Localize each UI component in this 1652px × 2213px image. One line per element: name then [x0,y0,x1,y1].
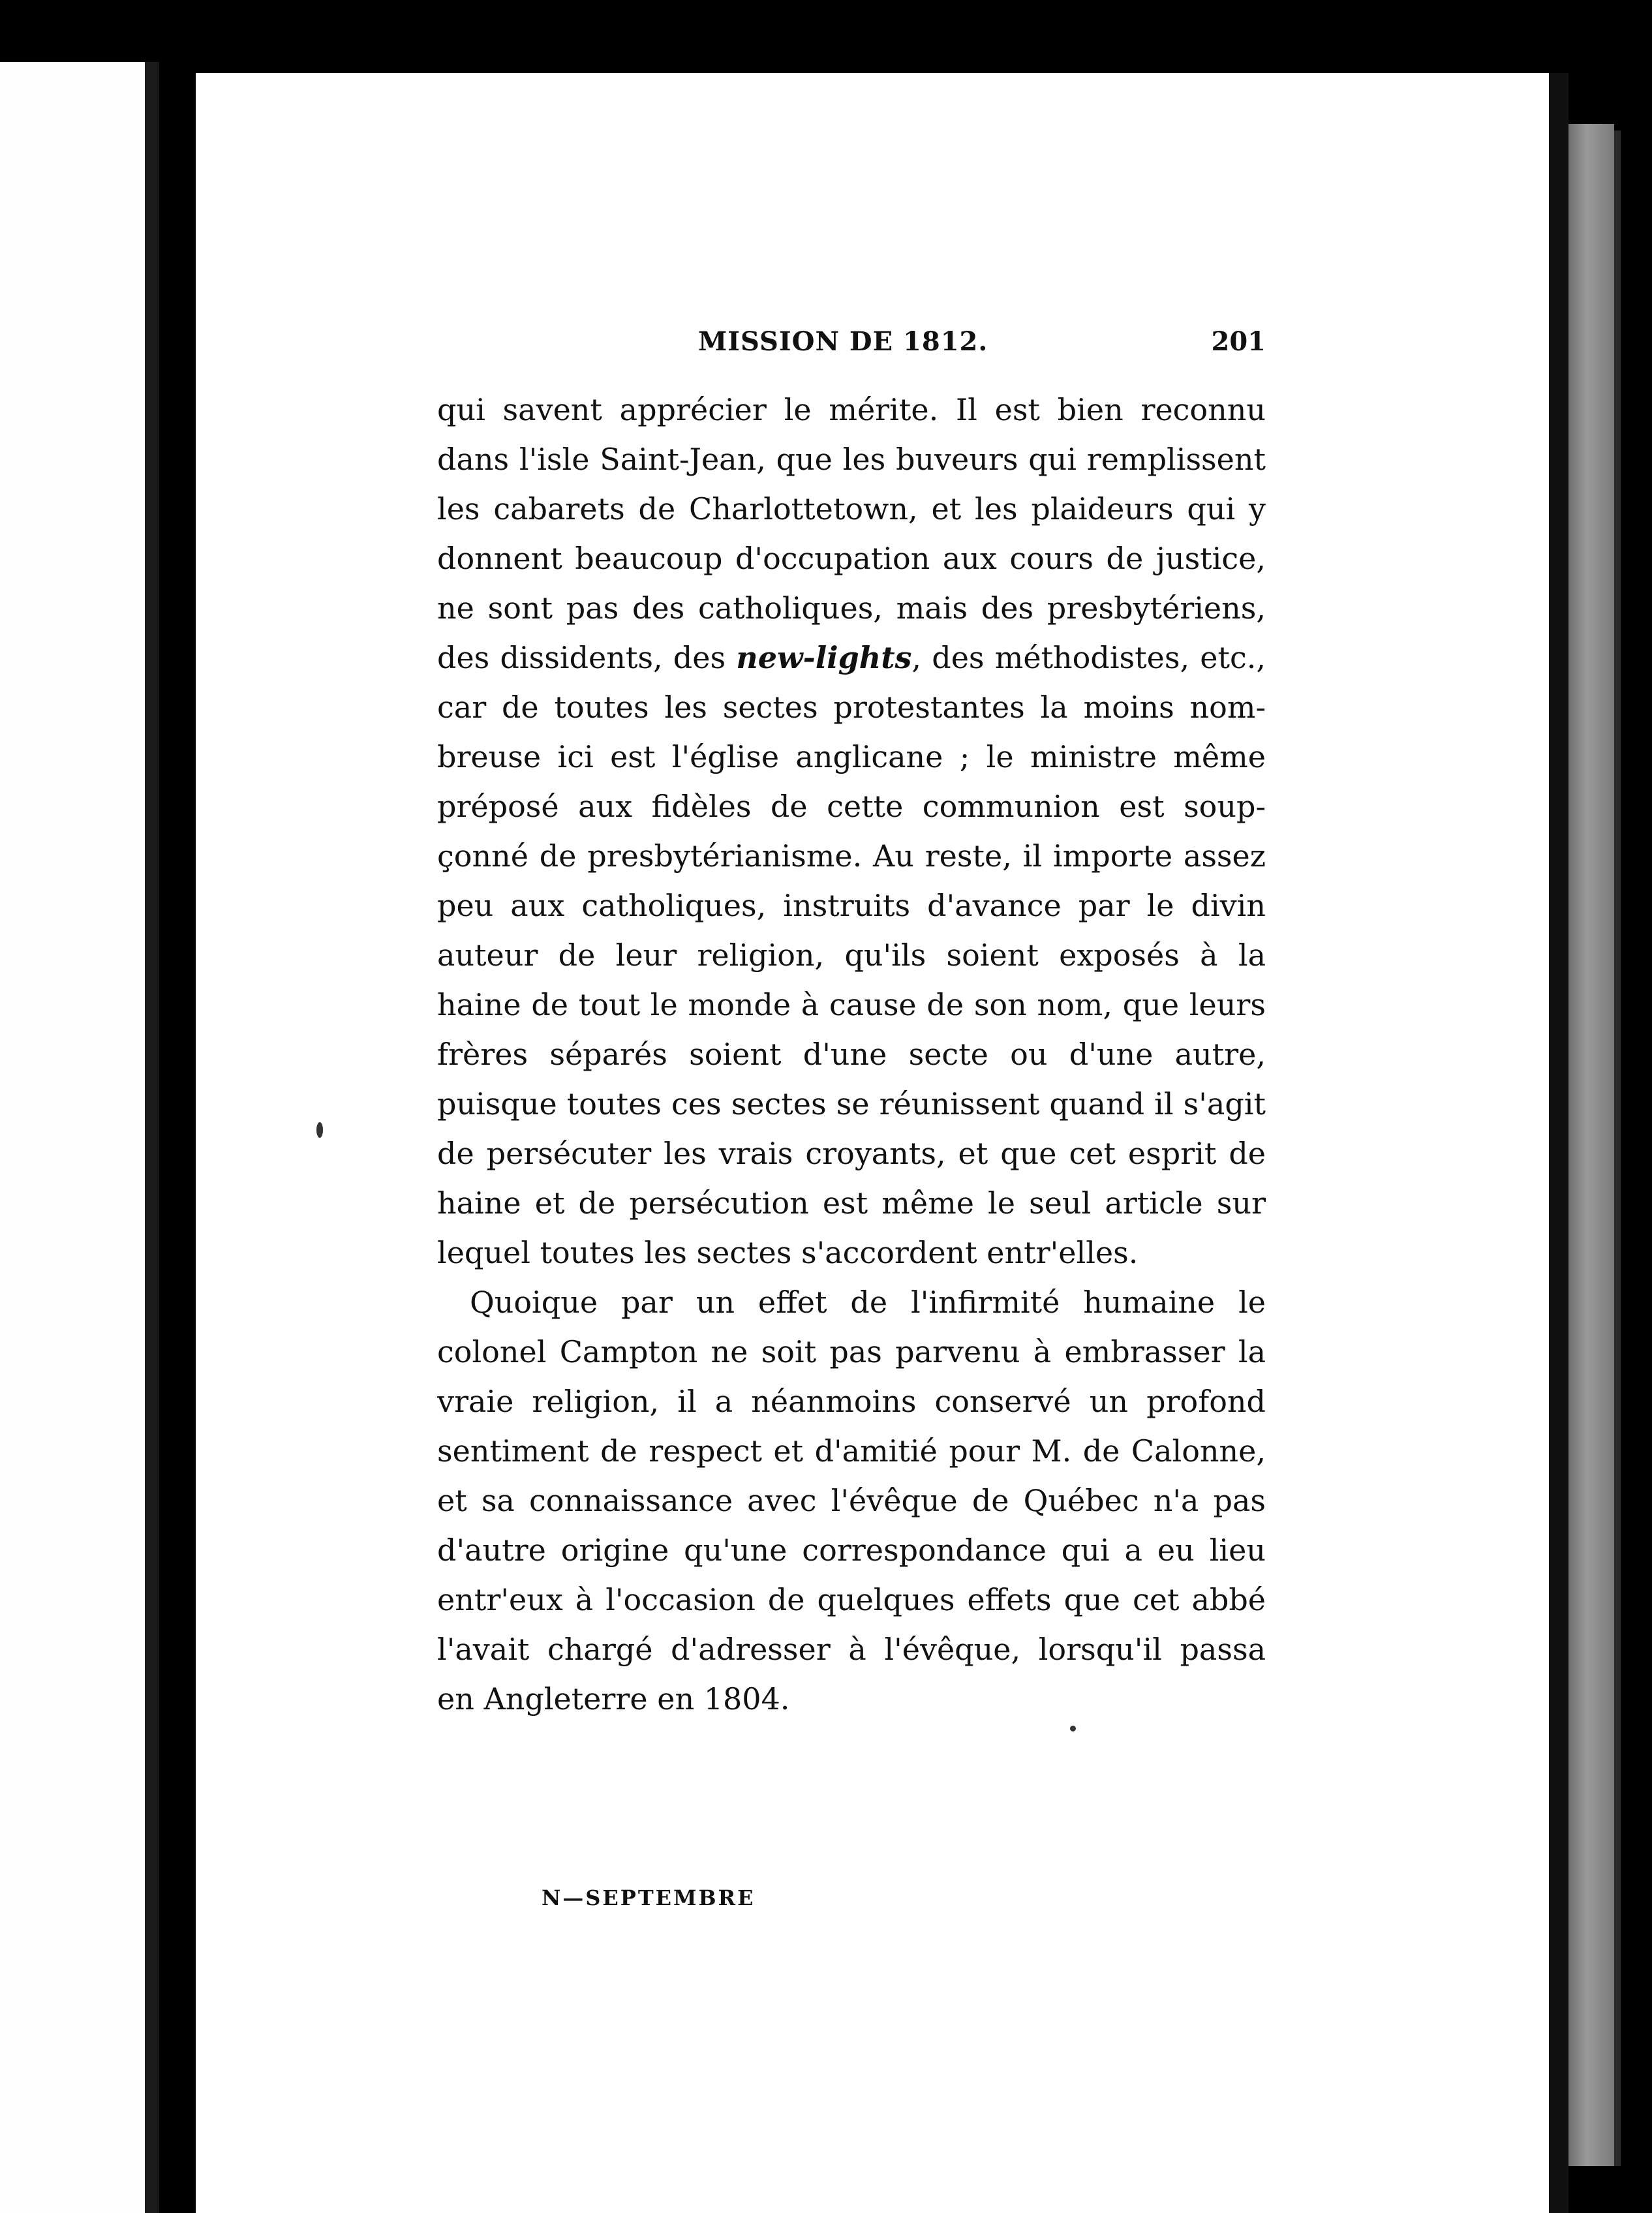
facing-page-edge [0,62,151,2213]
text-line: peu aux catholiques, instruits d'avance par le divin [437,888,1266,923]
text-line: frères séparés soient d'une secte ou d'une autre, [437,1037,1266,1072]
text-line: auteur de leur religion, qu'ils soient exposés à la [437,938,1266,973]
text-line: ne sont pas des catholiques, mais des presbytériens, [437,590,1266,626]
text-line: breuse ici est l'église anglicane ; le ministre même [437,739,1266,774]
text-line: car de toutes les sectes protestantes la moins nom- [437,690,1266,725]
text-line: l'avait chargé d'adresser à l'évêque, lorsqu'il passa [437,1632,1266,1667]
text-line: sentiment de respect et d'amitié pour M. de Calonne, [437,1433,1266,1469]
text-line: vraie religion, il a néanmoins conservé un profond [437,1384,1266,1419]
printer-signature-mark: N—SEPTEMBRE [542,1885,756,1910]
text-line: des dissidents, des new-lights, des méthodistes, etc., [437,640,1266,675]
text-line: dans l'isle Saint-Jean, que les buveurs qui remplissent [437,442,1266,477]
ink-speck [1070,1726,1076,1732]
text-line: haine et de persécution est même le seul article sur [437,1185,1266,1221]
text-line: de persécuter les vrais croyants, et que cet esprit de [437,1136,1266,1171]
page-right-border [1549,73,1568,2213]
facing-page-border [145,62,159,2213]
text-line: donnent beaucoup d'occupation aux cours de justice, [437,541,1266,576]
running-title: MISSION DE 1812. [698,326,988,357]
page-number: 201 [1211,326,1266,357]
text-line: entr'eux à l'occasion de quelques effets que cet abbé [437,1582,1266,1617]
text-line: colonel Campton ne soit pas parvenu à embrasser la [437,1334,1266,1369]
text-line: d'autre origine qu'une correspondance qui a eu lieu [437,1533,1266,1568]
text-line: les cabarets de Charlottetown, et les plaideurs qui y [437,491,1266,527]
ink-speck [316,1122,323,1138]
page-header [437,313,1266,365]
page-stack-edge [1614,130,1621,2166]
italic-term: new-lights [736,640,912,675]
text-line: Quoique par un effet de l'infirmité humaine le [470,1285,1266,1320]
text-line: préposé aux fidèles de cette communion est soup- [437,789,1266,824]
page-stack-shadow [1568,124,1614,2166]
text-line: et sa connaissance avec l'évêque de Québec n'a pas [437,1483,1266,1518]
text-line: lequel toutes les sectes s'accordent entr'elles. [437,1235,1139,1270]
text-line: en Angleterre en 1804. [437,1681,790,1717]
body-text [437,385,1266,1724]
text-line: qui savent apprécier le mérite. Il est bien reconnu [437,392,1266,427]
text-line: haine de tout le monde à cause de son nom, que leurs [437,987,1266,1022]
text-line: çonné de presbytérianisme. Au reste, il importe assez [437,838,1266,874]
text-line: puisque toutes ces sectes se réunissent quand il s'agit [437,1086,1266,1122]
